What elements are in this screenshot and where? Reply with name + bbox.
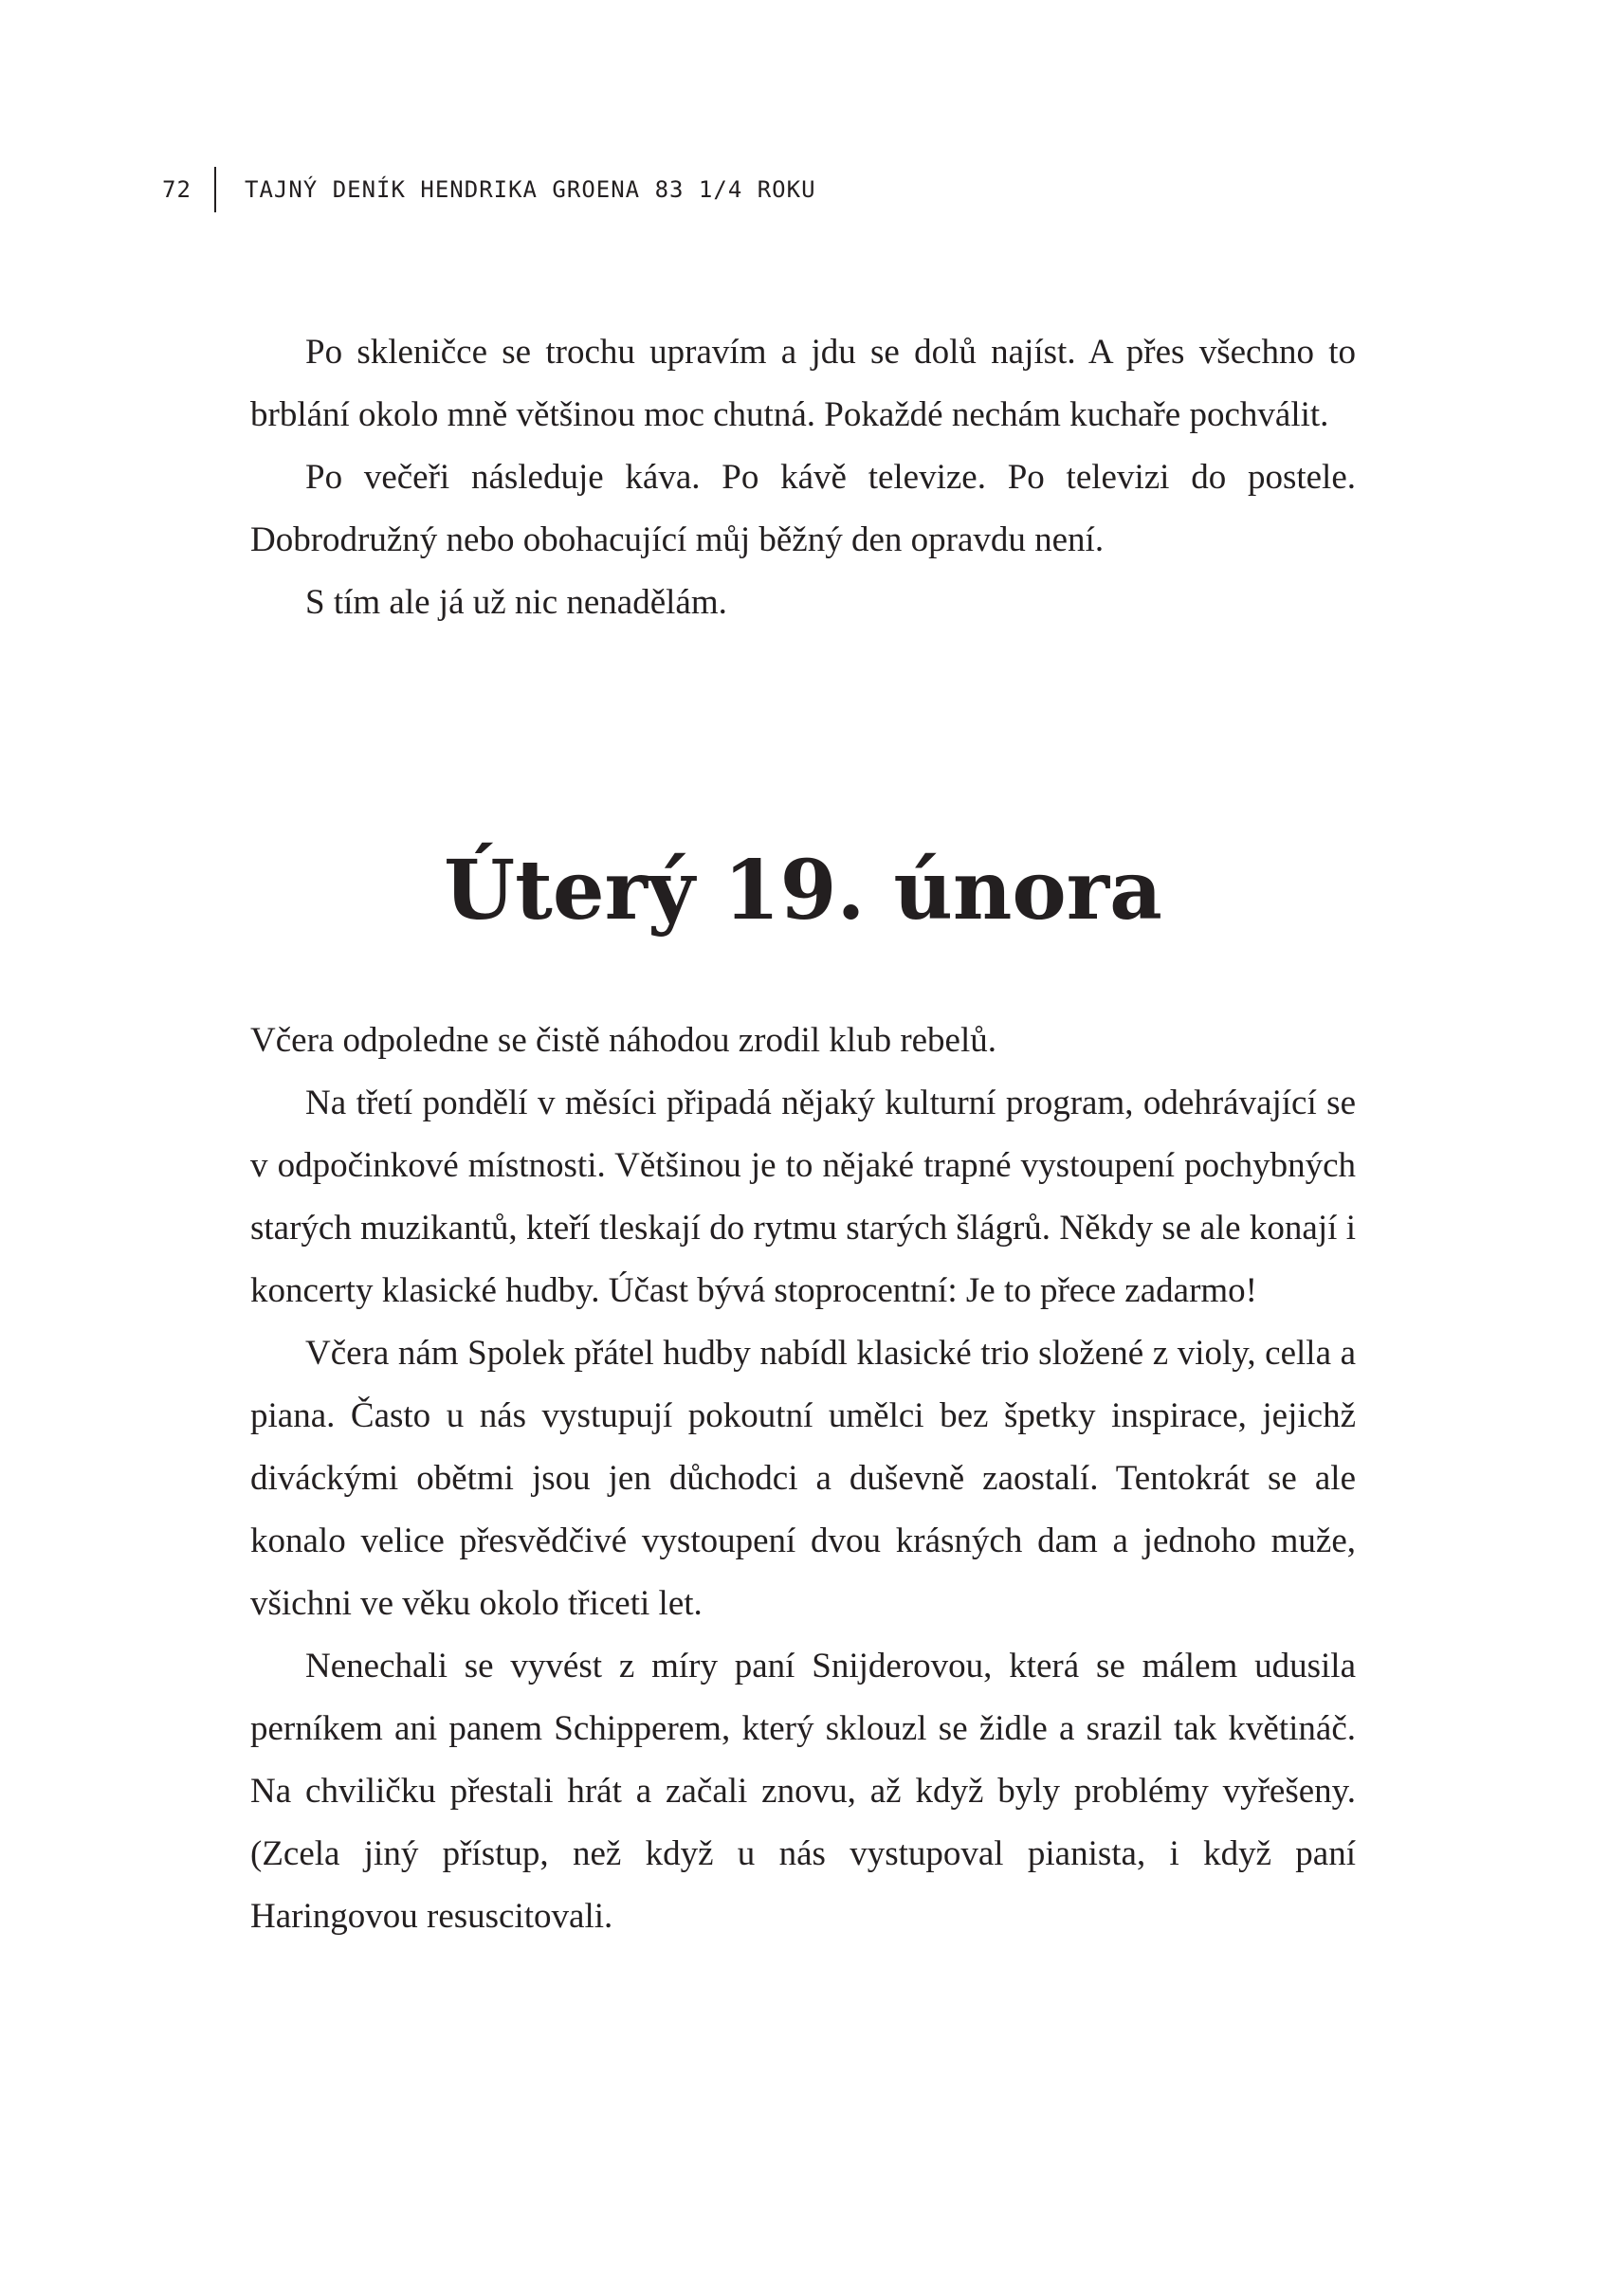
paragraph: Na třetí pondělí v měsíci připadá nějaký kulturní program, odehrávající se v odpočinkové místnosti. Většinou je to nějaké trapné vystoupení pochybných starých muzikantů, kteří tleskají do rytmu starých šlágrů. Někdy se ale konají i koncerty klasické hudby. Účast bývá stoprocentní: Je to přece zadarmo! xyxy=(250,1084,1356,1310)
paragraph: Nenechali se vyvést z míry paní Snijderovou, která se málem udusila perníkem ani panem Schipperem, který sklouzl se židle a srazil tak květináč. Na chviličku přestali hrát a začali znovu, až když byly problémy vyřešeny. (Zcela jiný přístup, než když u nás vystupoval pianista, i když paní Haringovou resuscitovali. xyxy=(250,1647,1356,1936)
book-title: TAJNÝ DENÍK HENDRIKA GROENA 83 1/4 ROKU xyxy=(245,176,816,203)
previous-entry-text xyxy=(250,321,1356,634)
header-divider xyxy=(214,167,216,212)
paragraph: S tím ale já už nic nenadělám. xyxy=(305,583,727,622)
page-number: 72 xyxy=(162,176,192,203)
paragraph: Po večeři následuje káva. Po kávě televize. Po televizi do postele. Dobrodružný nebo obohacující můj běžný den opravdu není. xyxy=(250,458,1356,559)
paragraph: Po skleničce se trochu upravím a jdu se dolů najíst. A přes všechno to brblání okolo mně většinou moc chutná. Pokaždé nechám kuchaře pochválit. xyxy=(250,333,1356,434)
chapter-heading: Úterý 19. února xyxy=(444,843,1162,938)
paragraph: Včera nám Spolek přátel hudby nabídl klasické trio složené z violy, cella a piana. Často u nás vystupují pokoutní umělci bez špetky inspirace, jejichž diváckými obětmi jsou jen důchodci a duševně zaostalí. Tentokrát se ale konalo velice přesvědčivé vystoupení dvou krásných dam a jednoho muže, všichni ve věku okolo třiceti let. xyxy=(250,1334,1356,1623)
paragraph: Včera odpoledne se čistě náhodou zrodil klub rebelů. xyxy=(250,1021,997,1060)
running-head xyxy=(162,163,816,216)
entry-text xyxy=(250,1010,1356,1948)
